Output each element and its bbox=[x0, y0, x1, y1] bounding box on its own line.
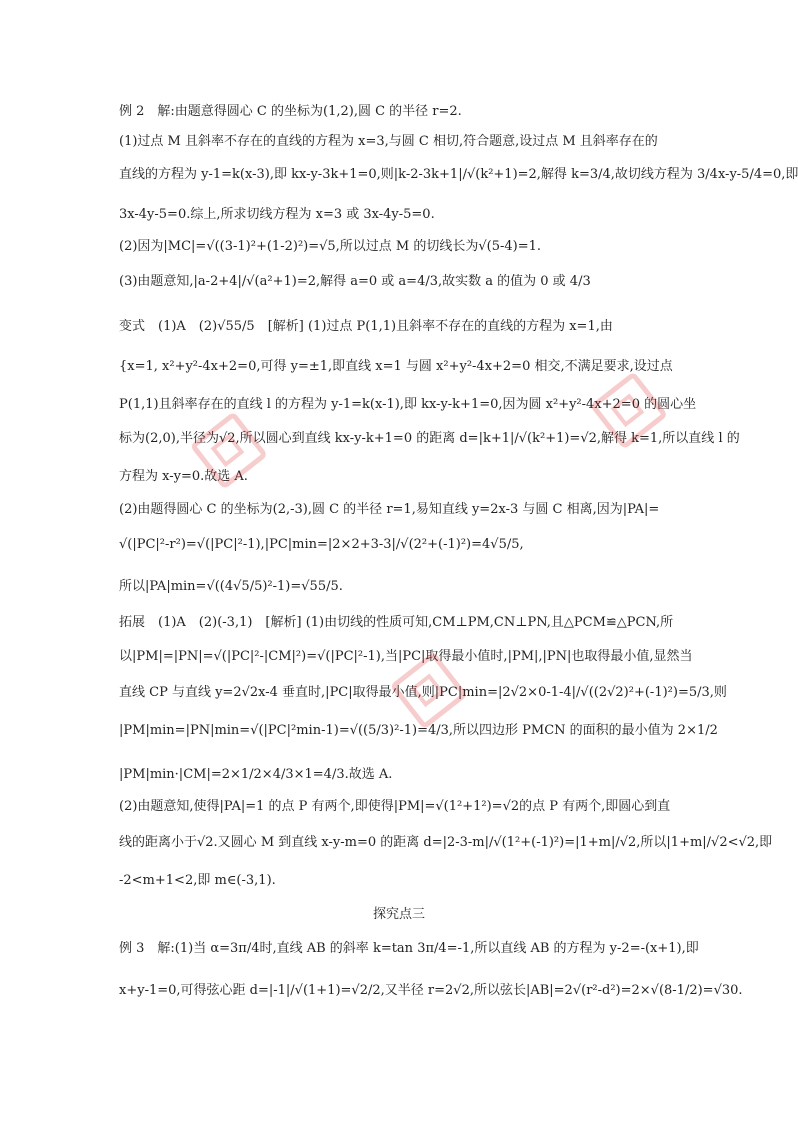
variant-line8: 所以|PA|min=√((4√5/5)²-1)=√55/5. bbox=[119, 579, 343, 594]
extension-line7: 线的距离小于√2.又圆心 M 到直线 x-y-m=0 的距离 d=|2-3-m|/√(1²+(-1)²)=|1+m|/√2,所以|1+m|/√2<√2,即 bbox=[119, 835, 773, 850]
example2-part2: (2)因为|MC|=√((3-1)²+(1-2)²)=√5,所以过点 M 的切线长为√(5-4)=1. bbox=[119, 239, 542, 254]
extension-line2: 以|PM|=|PN|=√(|PC|²-|CM|²)=√(|PC|²-1),当|PC|取得最小值时,|PM|,|PN|也取得最小值,显然当 bbox=[119, 649, 693, 664]
example2-part1-line3: 3x-4y-5=0.综上,所求切线方程为 x=3 或 3x-4y-5=0. bbox=[119, 207, 435, 222]
extension-line4: |PM|min=|PN|min=√(|PC|²min-1)=√((5/3)²-1)=4/3,所以四边形 PMCN 的面积的最小值为 2×1/2 bbox=[119, 723, 718, 738]
extension-line6: (2)由题意知,使得|PA|=1 的点 P 有两个,即使得|PM|=√(1²+1²)=√2的点 P 有两个,即圆心到直 bbox=[119, 799, 671, 814]
variant-line2: {x=1, x²+y²-4x+2=0,可得 y=±1,即直线 x=1 与圆 x²+y²-4x+2=0 相交,不满足要求,设过点 bbox=[119, 359, 673, 374]
variant-line3: P(1,1)且斜率存在的直线 l 的方程为 y-1=k(x-1),即 kx-y-k+1=0,因为圆 x²+y²-4x+2=0 的圆心坐 bbox=[119, 397, 697, 412]
variant-line6: (2)由题得圆心 C 的坐标为(2,-3),圆 C 的半径 r=1,易知直线 y=2x-3 与圆 C 相离,因为|PA|= bbox=[119, 502, 660, 517]
example2-part3: (3)由题意知,|a-2+4|/√(a²+1)=2,解得 a=0 或 a=4/3,故实数 a 的值为 0 或 4/3 bbox=[119, 274, 591, 289]
example2-part1-line2: 直线的方程为 y-1=k(x-3),即 kx-y-3k+1=0,则|k-2-3k+1|/√(k²+1)=2,解得 k=3/4,故切线方程为 3/4x-y-5/4=0,即 bbox=[119, 167, 798, 182]
example3-line1: 例 3 解:(1)当 α=3π/4时,直线 AB 的斜率 k=tan 3π/4=-1,所以直线 AB 的方程为 y-2=-(x+1),即 bbox=[119, 941, 699, 956]
variant-line1: 变式 (1)A (2)√55/5 [解析] (1)过点 P(1,1)且斜率不存在的直线的方程为 x=1,由 bbox=[119, 319, 613, 334]
extension-line3: 直线 CP 与直线 y=2√2x-4 垂直时,|PC|取得最小值,则|PC|min=|2√2×0-1-4|/√((2√2)²+(-1)²)=5/3,则 bbox=[119, 685, 727, 700]
variant-line7: √(|PC|²-r²)=√(|PC|²-1),|PC|min=|2×2+3-3|/√(2²+(-1)²)=4√5/5, bbox=[119, 537, 524, 552]
section-heading: 探究点三 bbox=[372, 907, 425, 922]
extension-line5: |PM|min·|CM|=2×1/2×4/3×1=4/3.故选 A. bbox=[119, 767, 393, 782]
variant-line4: 标为(2,0),半径为√2,所以圆心到直线 kx-y-k+1=0 的距离 d=|k+1|/√(k²+1)=√2,解得 k=1,所以直线 l 的 bbox=[119, 431, 740, 446]
extension-line8: -2<m+1<2,即 m∈(-3,1). bbox=[119, 873, 276, 888]
example2-heading: 例 2 解:由题意得圆心 C 的坐标为(1,2),圆 C 的半径 r=2. bbox=[119, 104, 462, 119]
extension-line1: 拓展 (1)A (2)(-3,1) [解析] (1)由切线的性质可知,CM⊥PM,CN⊥PN,且△PCM≌△PCN,所 bbox=[119, 615, 674, 630]
variant-line5: 方程为 x-y=0.故选 A. bbox=[119, 469, 248, 484]
example2-part1-line1: (1)过点 M 且斜率不存在的直线的方程为 x=3,与圆 C 相切,符合题意,设过点 M 且斜率存在的 bbox=[119, 134, 658, 149]
example3-line2: x+y-1=0,可得弦心距 d=|-1|/√(1+1)=√2/2,又半径 r=2√2,所以弦长|AB|=2√(r²-d²)=2×√(8-1/2)=√30. bbox=[119, 983, 743, 998]
